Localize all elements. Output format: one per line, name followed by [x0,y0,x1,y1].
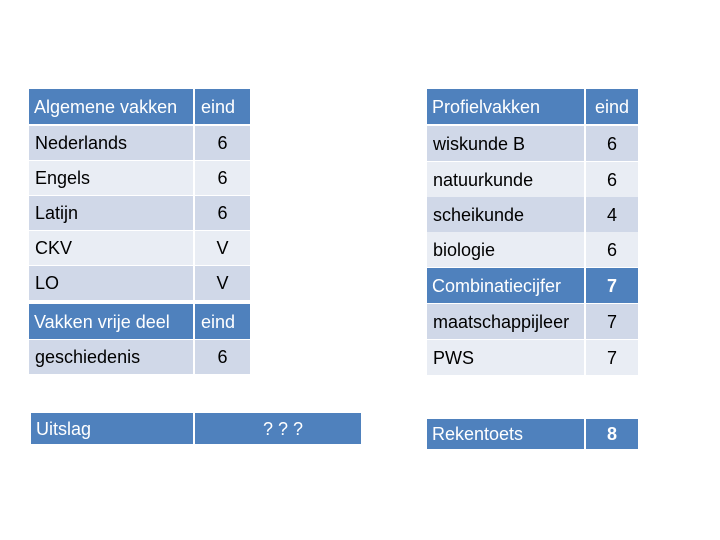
rekentoets-label: Rekentoets [427,419,584,449]
grade-lo: V [195,266,250,300]
grade-scheikunde: 4 [586,197,638,232]
free-subjects-grade-header: eind [195,304,250,339]
subject-biologie: biologie [427,232,584,267]
grade-maatschappijleer: 7 [586,304,638,339]
subject-pws: PWS [427,340,584,375]
combination-grade-label: Combinatiecijfer [427,268,584,303]
grade-pws: 7 [586,340,638,375]
grade-latijn: 6 [195,196,250,230]
general-subjects-header: Algemene vakken [29,89,193,124]
rekentoets-grade: 8 [586,419,638,449]
profile-subjects-header: Profielvakken [427,89,584,124]
grade-ckv: V [195,231,250,265]
grade-natuurkunde: 6 [586,162,638,197]
subject-maatschappijleer: maatschappijleer [427,304,584,339]
subject-geschiedenis: geschiedenis [29,340,193,374]
grade-geschiedenis: 6 [195,340,250,374]
grade-biologie: 6 [586,232,638,267]
subject-ckv: CKV [29,231,193,265]
grade-nederlands: 6 [195,126,250,160]
grade-engels: 6 [195,161,250,195]
subject-engels: Engels [29,161,193,195]
subject-natuurkunde: natuurkunde [427,162,584,197]
general-subjects-grade-header: eind [195,89,250,124]
subject-wiskunde-b: wiskunde B [427,126,584,161]
subject-scheikunde: scheikunde [427,197,584,232]
profile-subjects-grade-header: eind [586,89,638,124]
combination-grade-value: 7 [586,268,638,303]
result-label: Uitslag [31,413,193,444]
subject-latijn: Latijn [29,196,193,230]
subject-nederlands: Nederlands [29,126,193,160]
free-subjects-header: Vakken vrije deel [29,304,193,339]
grade-wiskunde-b: 6 [586,126,638,161]
subject-lo: LO [29,266,193,300]
result-value: ? ? ? [195,413,361,444]
